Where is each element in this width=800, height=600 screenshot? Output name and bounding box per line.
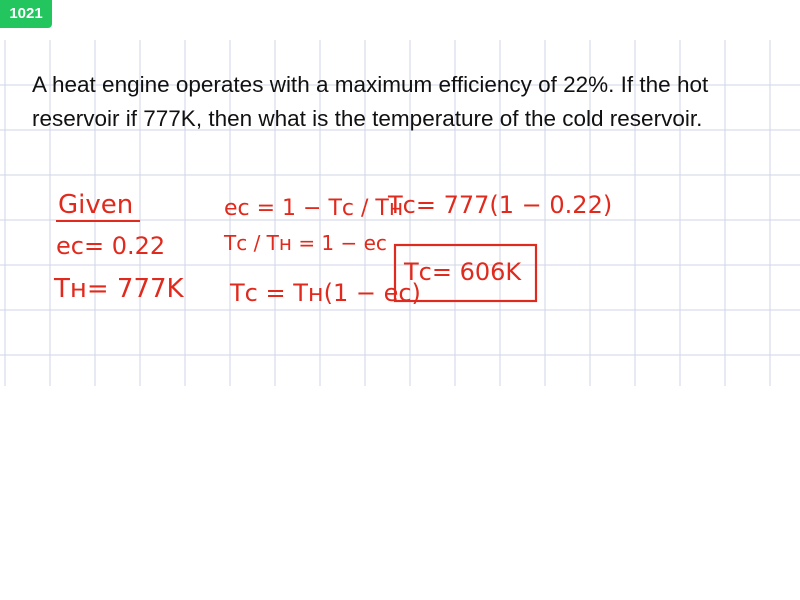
derivation-line-3: Tᴄ = Tʜ(1 − eᴄ) — [230, 279, 421, 307]
question-text: A heat engine operates with a maximum efficiency of 22%. If the hot reservoir if 777K, then what is the temperature of the cold reservoir. — [32, 72, 709, 131]
given-heading: Given — [58, 190, 134, 220]
solution-substitution: Tᴄ= 777(1 − 0.22) — [388, 191, 613, 219]
derivation-line-1: eᴄ = 1 − Tᴄ / Tʜ — [224, 196, 404, 221]
derivation-line-2: Tᴄ / Tʜ = 1 − eᴄ — [224, 231, 387, 255]
solution-block — [387, 191, 612, 301]
page-number-badge: 1021 — [0, 0, 52, 28]
given-th-line: Tʜ= 777K — [54, 274, 184, 304]
given-ec-line: eᴄ= 0.22 — [56, 232, 166, 260]
given-block — [53, 190, 185, 304]
solution-answer: Tᴄ= 606K — [404, 258, 522, 286]
